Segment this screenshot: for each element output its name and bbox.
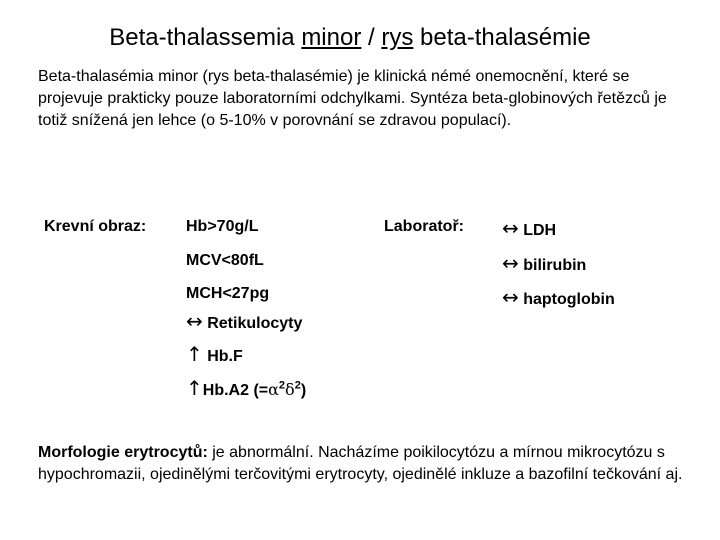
morphology-label: Morfologie erytrocytů: bbox=[38, 444, 208, 461]
lab-item-bilirubin bbox=[502, 251, 586, 275]
up-arrow-icon: ↑ bbox=[186, 376, 203, 400]
hb-value: Hb>70g/L bbox=[186, 218, 259, 235]
lab-item-label: haptoglobin bbox=[523, 291, 615, 308]
morphology-paragraph bbox=[38, 442, 698, 486]
lab-item-label: bilirubin bbox=[523, 257, 587, 274]
title-separator: / bbox=[361, 24, 382, 51]
lab-item-label: LDH bbox=[523, 222, 557, 239]
hbf-label: Hb.F bbox=[207, 348, 243, 365]
slide-title bbox=[0, 24, 700, 52]
hbf-row bbox=[186, 342, 243, 366]
morphology-text: je abnormální. Nacházíme poikilocytózu a mírnou mikrocytózu s hypochromazii, ojedinělými terčovitými erytrocyty, ojedinělé inkluze a bazofilní tečkování aj. bbox=[38, 444, 683, 483]
delta-symbol: δ bbox=[285, 380, 295, 399]
laboratory-label: Laboratoř: bbox=[384, 218, 464, 235]
both-arrow-icon: ↔ bbox=[502, 216, 519, 240]
title-text-2: beta-thalasémie bbox=[413, 24, 591, 51]
title-underlined-minor: minor bbox=[301, 24, 362, 51]
hba2-suffix: ) bbox=[300, 382, 307, 399]
hba2-row bbox=[186, 376, 306, 400]
hba2-prefix: Hb.A2 (= bbox=[202, 382, 269, 399]
both-arrow-icon: ↔ bbox=[186, 309, 203, 333]
up-arrow-icon: ↑ bbox=[186, 342, 203, 366]
reticulocytes-label: Retikulocyty bbox=[207, 315, 303, 332]
lab-item-ldh bbox=[502, 216, 556, 240]
mcv-value: MCV<80fL bbox=[186, 252, 264, 269]
delta-superscript: 2 bbox=[294, 379, 301, 392]
alpha-symbol: α bbox=[268, 380, 279, 399]
both-arrow-icon: ↔ bbox=[502, 285, 519, 309]
both-arrow-icon: ↔ bbox=[502, 251, 519, 275]
title-text-1: Beta-thalassemia bbox=[109, 24, 302, 51]
title-underlined-rys: rys bbox=[381, 24, 414, 51]
mch-value: MCH<27pg bbox=[186, 285, 270, 302]
intro-paragraph: Beta-thalasémia minor (rys beta-thalasémie) je klinická némé onemocnění, které se projevuje prakticky pouze laboratorními odchylkami. Syntéza beta-globinových řetězců je totiž snížená jen lehce (o 5-10% v porovnání se zdravou populací). bbox=[38, 68, 667, 129]
alpha-superscript: 2 bbox=[278, 379, 286, 392]
blood-count-label: Krevní obraz: bbox=[44, 218, 147, 235]
reticulocytes-row bbox=[186, 309, 302, 333]
lab-item-haptoglobin bbox=[502, 285, 615, 309]
